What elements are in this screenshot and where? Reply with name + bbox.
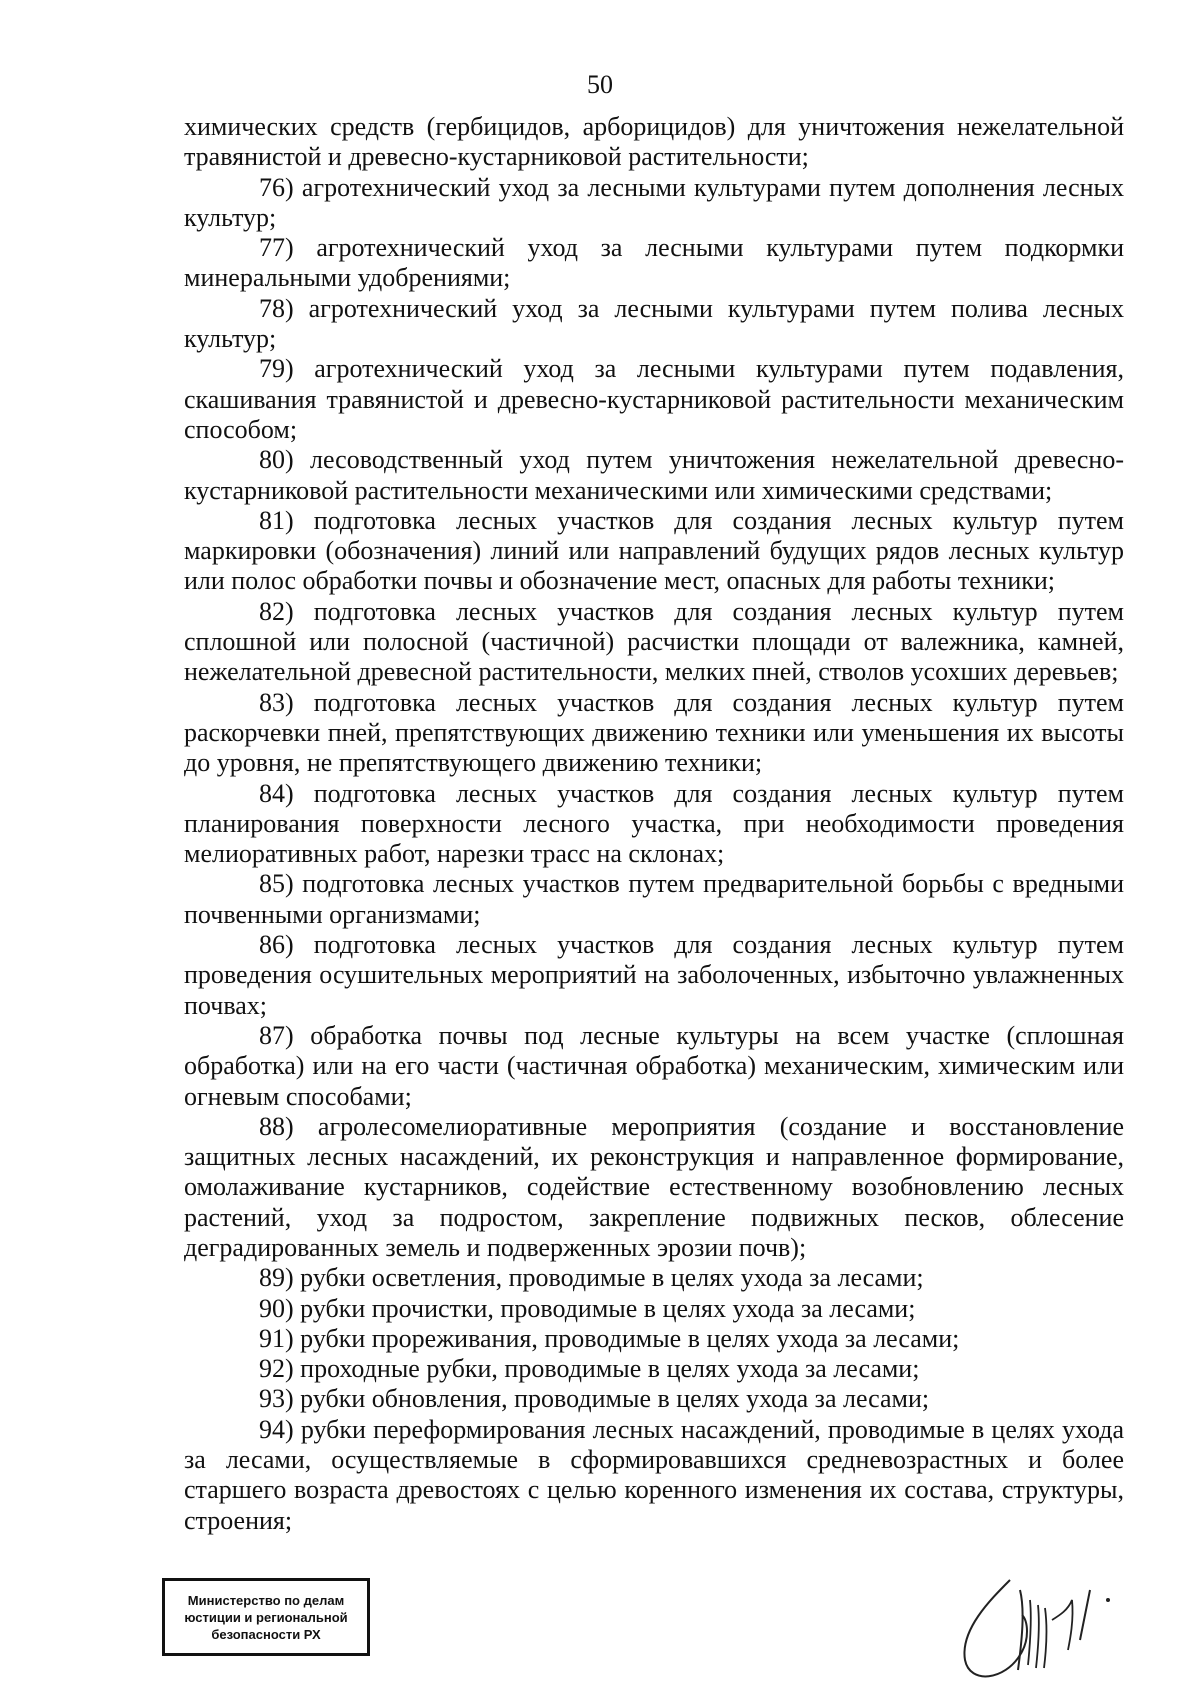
paragraph: 93) рубки обновления, проводимые в целях ухода за лесами; bbox=[259, 1384, 930, 1414]
paragraph: 87) обработка почвы под лесные культуры на всем участке (сплошная обработка) или на его части (частичная обработка) механическим, химическим или огневым способами; bbox=[184, 1020, 1124, 1111]
paragraph: 81) подготовка лесных участков для создания лесных культур путем маркировки (обозначения) линий или направлений будущих рядов лесных культур или полос обработки почвы и обозначение мест, опасных для работы техники; bbox=[184, 505, 1124, 596]
paragraph: 90) рубки прочистки, проводимые в целях ухода за лесами; bbox=[259, 1293, 916, 1323]
paragraph: 89) рубки осветления, проводимые в целях ухода за лесами; bbox=[259, 1263, 924, 1293]
paragraph: 84) подготовка лесных участков для создания лесных культур путем планирования поверхности лесного участка, при необходимости проведения мелиоративных работ, нарезки трасс на склонах; bbox=[184, 778, 1124, 869]
stamp-line-2: юстиции и региональной bbox=[184, 1609, 348, 1625]
paragraph: 80) лесоводственный уход путем уничтожения нежелательной древесно-кустарниковой растительности механическими или химическими средствами; bbox=[184, 445, 1124, 505]
paragraph: 86) подготовка лесных участков для создания лесных культур путем проведения осушительных мероприятий на заболоченных, избыточно увлажненных почвах; bbox=[184, 930, 1124, 1020]
document-body bbox=[184, 112, 1124, 1536]
stamp-line-3: безопасности РХ bbox=[211, 1626, 321, 1642]
paragraph: 91) рубки прореживания, проводимые в целях ухода за лесами; bbox=[259, 1323, 960, 1353]
paragraph: 94) рубки переформирования лесных насаждений, проводимые в целях ухода за лесами, осуществляемые в сформировавшихся средневозрастных и более старшего возраста древостоях с целью коренного изменения их состава, структуры, строения; bbox=[184, 1414, 1124, 1535]
paragraph: 76) агротехнический уход за лесными культурами путем дополнения лесных культур; bbox=[184, 172, 1124, 232]
paragraph: 88) агролесомелиоративные мероприятия (создание и восстановление защитных лесных насаждений, их реконструкция и направленное формирование, омолаживание кустарников, содействие естественному возобновлению лесных растений, уход за подростом, закрепление подвижных песков, облесение деградированных земель и подверженных эрозии почв); bbox=[184, 1111, 1124, 1262]
paragraph: 85) подготовка лесных участков путем предварительной борьбы с вредными почвенными организмами; bbox=[184, 869, 1124, 929]
paragraph: 79) агротехнический уход за лесными культурами путем подавления, скашивания травянистой и древесно-кустарниковой растительности механическим способом; bbox=[184, 354, 1124, 444]
ministry-stamp bbox=[162, 1578, 370, 1656]
paragraph: 77) агротехнический уход за лесными культурами путем подкормки минеральными удобрениями; bbox=[184, 233, 1124, 293]
page-number: 50 bbox=[587, 70, 613, 99]
paragraph: химических средств (гербицидов, арборицидов) для уничтожения нежелательной травянистой и древесно-кустарниковой растительности; bbox=[184, 112, 1124, 172]
paragraph: 92) проходные рубки, проводимые в целях ухода за лесами; bbox=[259, 1354, 920, 1384]
signature-icon bbox=[950, 1560, 1150, 1690]
paragraph: 78) агротехнический уход за лесными культурами путем полива лесных культур; bbox=[184, 293, 1124, 354]
paragraph: 83) подготовка лесных участков для создания лесных культур путем раскорчевки пней, препятствующих движению техники или уменьшения их высоты до уровня, не препятствующего движению техники; bbox=[184, 687, 1124, 778]
stamp-line-1: Министерство по делам bbox=[187, 1592, 345, 1608]
paragraph: 82) подготовка лесных участков для создания лесных культур путем сплошной или полосной (частичной) расчистки площади от валежника, камней, нежелательной древесной растительности, мелких пней, стволов усохших деревьев; bbox=[184, 596, 1124, 687]
